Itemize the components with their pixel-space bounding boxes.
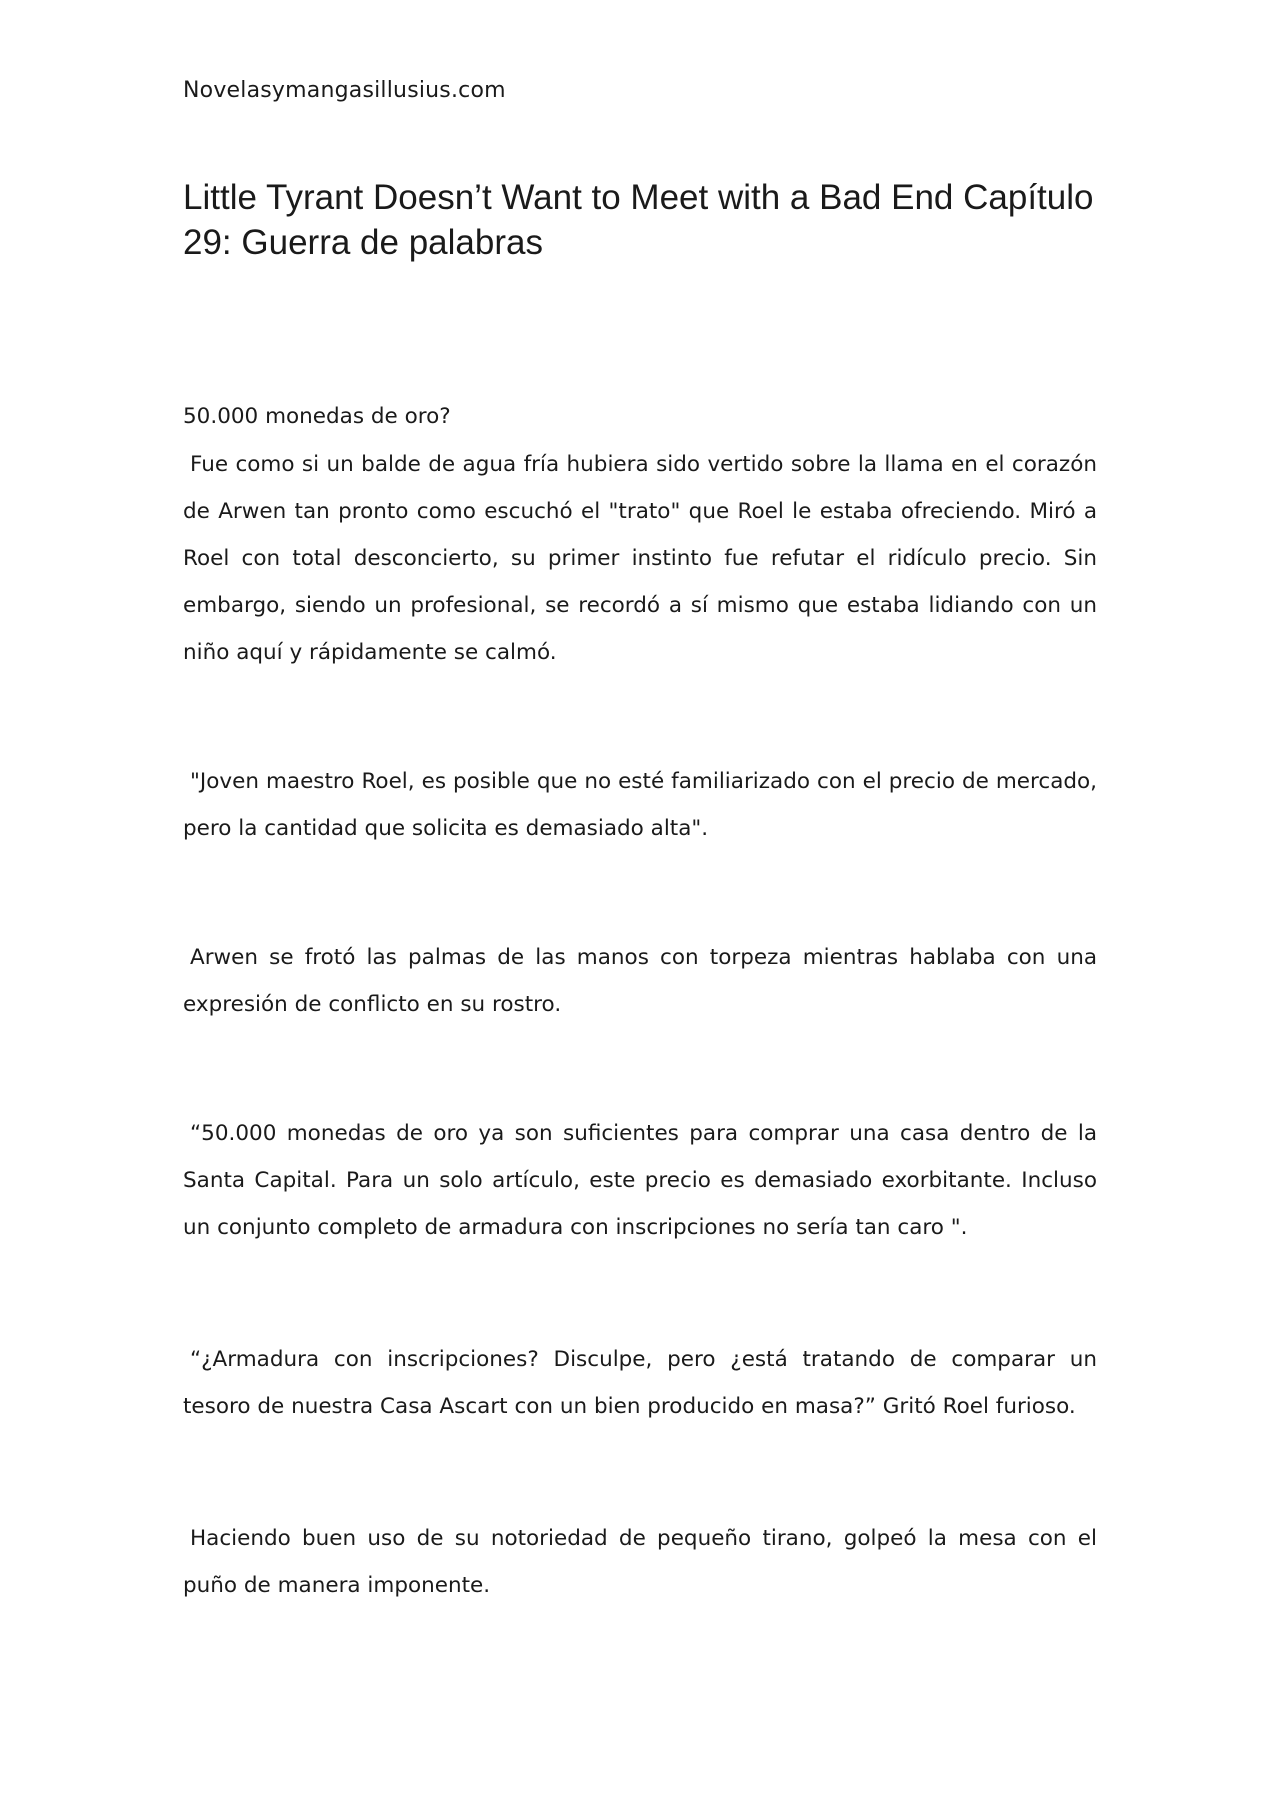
chapter-body: [183, 393, 1097, 1609]
paragraph: 50.000 monedas de oro?: [183, 404, 451, 429]
paragraph: “50.000 monedas de oro ya son suficientes para comprar una casa dentro de la Santa Capital. Para un solo artículo, este precio es demasiado exorbitante. Incluso un conjunto completo de armadura con inscripciones no sería tan caro ".: [183, 1121, 1097, 1240]
chapter-title: Little Tyrant Doesn’t Want to Meet with a Bad End Capítulo 29: Guerra de palabras: [183, 178, 1094, 262]
paragraph: "Joven maestro Roel, es posible que no esté familiarizado con el precio de mercado, pero la cantidad que solicita es demasiado alta".: [183, 769, 1097, 841]
site-header: Novelasymangasillusius.com: [183, 78, 506, 103]
paragraph: Haciendo buen uso de su notoriedad de pequeño tirano, golpeó la mesa con el puño de manera imponente.: [183, 1526, 1097, 1598]
paragraph: Fue como si un balde de agua fría hubiera sido vertido sobre la llama en el corazón de Arwen tan pronto como escuchó el "trato" que Roel le estaba ofreciendo. Miró a Roel con total desconcierto, su primer instinto fue refutar el ridículo precio. Sin embargo, siendo un profesional, se recordó a sí mismo que estaba lidiando con un niño aquí y rápidamente se calmó.: [183, 452, 1097, 665]
paragraph: “¿Armadura con inscripciones? Disculpe, pero ¿está tratando de comparar un tesoro de nuestra Casa Ascart con un bien producido en masa?” Gritó Roel furioso.: [183, 1347, 1097, 1419]
paragraph: Arwen se frotó las palmas de las manos con torpeza mientras hablaba con una expresión de conflicto en su rostro.: [183, 945, 1097, 1017]
